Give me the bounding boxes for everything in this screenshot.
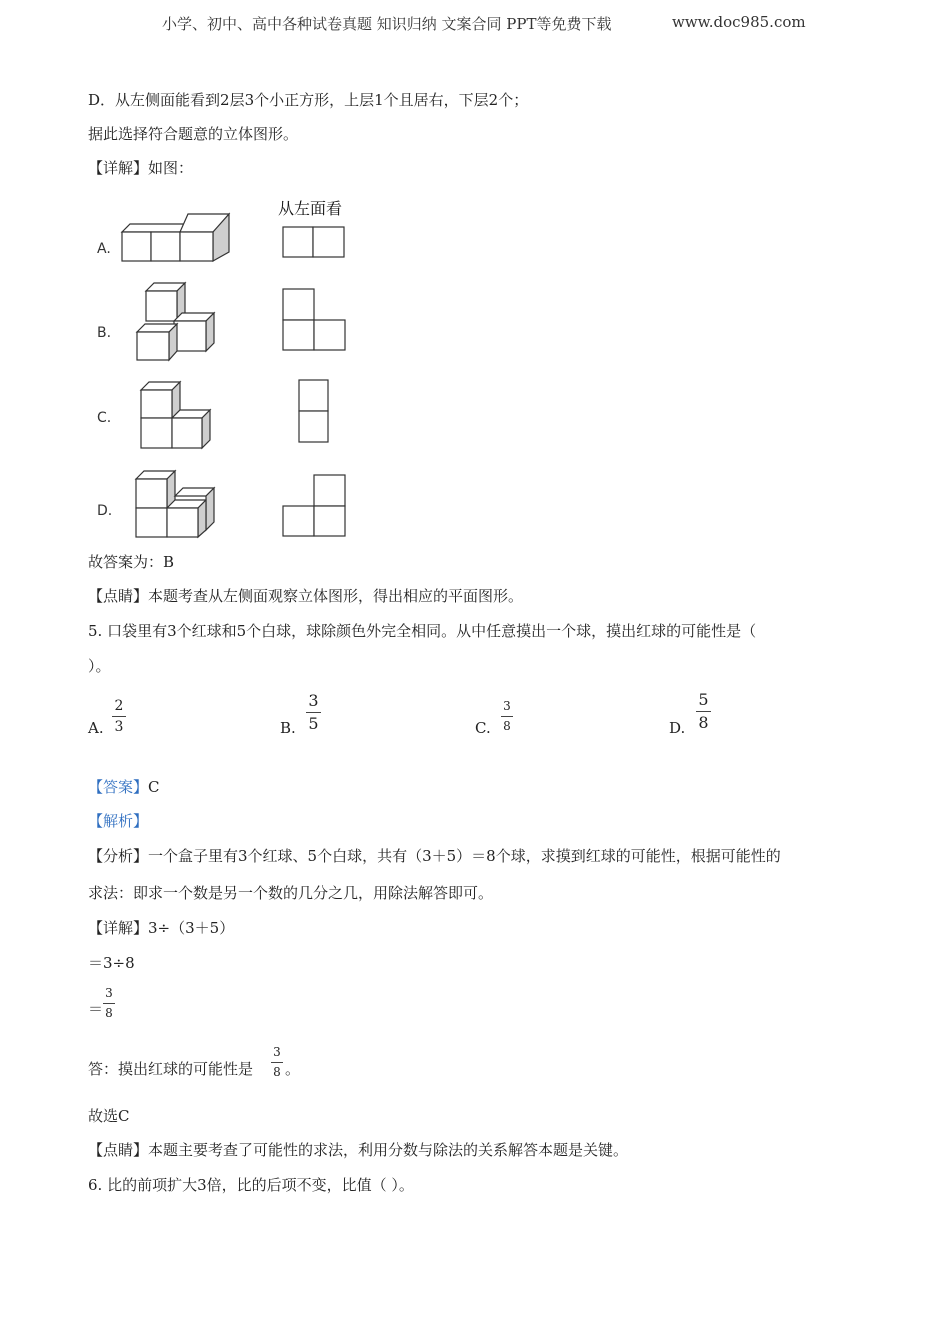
q5-option-c-label[interactable]: C. — [475, 719, 491, 737]
q5-comment: 【点睛】本题主要考查了可能性的求法，利用分数与除法的关系解答本题是关键。 — [88, 1141, 629, 1159]
answer-tag: 【答案】 — [88, 778, 149, 796]
q5-option-d-fraction[interactable] — [696, 692, 711, 731]
fraction-denominator: 8 — [105, 1006, 113, 1020]
q5-fenxi-line1: 【分析】一个盒子里有3个红球、5个白球，共有（3＋5）＝8个球，求摸到红球的可能性，根据可能性的 — [88, 847, 781, 865]
label-c: C. — [97, 410, 112, 426]
q5-step2-fraction — [103, 987, 115, 1020]
q5-option-c-fraction[interactable] — [501, 700, 513, 733]
fraction-bar — [306, 712, 321, 713]
q5-option-d-label[interactable]: D. — [669, 719, 686, 737]
q4-comment: 【点睛】本题考查从左侧面观察立体图形，得出相应的平面图形。 — [88, 587, 524, 605]
q4-option-d-explanation: D．从左侧面能看到2层3个小正方形，上层1个且居右，下层2个； — [88, 91, 529, 109]
fraction-numerator: 5 — [698, 690, 709, 709]
q5-stem-line2: ）。 — [88, 657, 111, 675]
q5-reply-fraction — [271, 1046, 283, 1079]
fraction-bar — [112, 716, 126, 717]
fraction-numerator: 3 — [105, 986, 113, 1000]
q5-stem-line1: 5. 口袋里有3个红球和5个白球，球除颜色外完全相同。从中任意摸出一个球，摸出红球的可能性是（ — [88, 622, 757, 640]
answer-value: C — [148, 778, 160, 796]
solid-b — [137, 283, 214, 360]
fraction-bar — [696, 711, 711, 712]
label-b: B. — [97, 325, 112, 341]
q5-fenxi-line2: 求法：即求一个数是另一个数的几分之几，用除法解答即可。 — [88, 884, 494, 902]
solid-a — [122, 214, 229, 261]
q5-detail: 【详解】3÷（3＋5） — [88, 919, 235, 937]
fraction-bar — [103, 1003, 115, 1004]
solid-d — [136, 471, 214, 537]
fraction-numerator: 3 — [308, 691, 319, 710]
q5-choose: 故选C — [88, 1107, 130, 1125]
view-d — [283, 475, 345, 536]
q4-figure — [88, 195, 388, 540]
q5-option-a-label[interactable]: A. — [88, 719, 104, 737]
q5-option-a-fraction[interactable] — [112, 699, 126, 734]
header-url-link[interactable]: www.doc985.com — [672, 13, 806, 31]
q5-reply-prefix: 答：摸出红球的可能性是 — [88, 1060, 254, 1078]
q5-option-b-fraction[interactable] — [306, 693, 321, 732]
view-c — [299, 380, 328, 442]
fraction-numerator: 2 — [114, 698, 124, 714]
q4-detail-label: 【详解】如图： — [88, 159, 194, 177]
q5-option-b-label[interactable]: B. — [280, 719, 296, 737]
q6-stem: 6. 比的前项扩大3倍，比的后项不变，比值（ ）。 — [88, 1176, 414, 1194]
fraction-denominator: 5 — [308, 714, 319, 733]
q5-analysis-tag: 【解析】 — [88, 812, 149, 830]
solid-c — [141, 382, 210, 448]
view-b — [283, 289, 345, 350]
fraction-bar — [501, 716, 513, 717]
view-a — [283, 227, 344, 257]
q4-choose-line: 据此选择符合题意的立体图形。 — [88, 125, 299, 143]
label-d: D. — [97, 503, 113, 519]
figure-title: 从左面看 — [278, 199, 343, 218]
q5-answer-line — [88, 777, 160, 797]
fraction-denominator: 8 — [273, 1065, 281, 1079]
q5-reply-suffix: 。 — [285, 1060, 301, 1078]
q5-step2-equals: ＝ — [88, 1000, 104, 1018]
label-a: A. — [97, 241, 111, 257]
fraction-numerator: 3 — [503, 699, 511, 713]
fraction-denominator: 8 — [698, 713, 709, 732]
fraction-bar — [271, 1062, 283, 1063]
fraction-numerator: 3 — [273, 1045, 281, 1059]
q5-step1: ＝3÷8 — [88, 954, 135, 972]
header-left-text: 小学、初中、高中各种试卷真题 知识归纳 文案合同 PPT等免费下载 — [162, 15, 612, 33]
fraction-denominator: 3 — [114, 719, 124, 735]
fraction-denominator: 8 — [503, 719, 511, 733]
q4-answer: 故答案为：B — [88, 553, 175, 571]
